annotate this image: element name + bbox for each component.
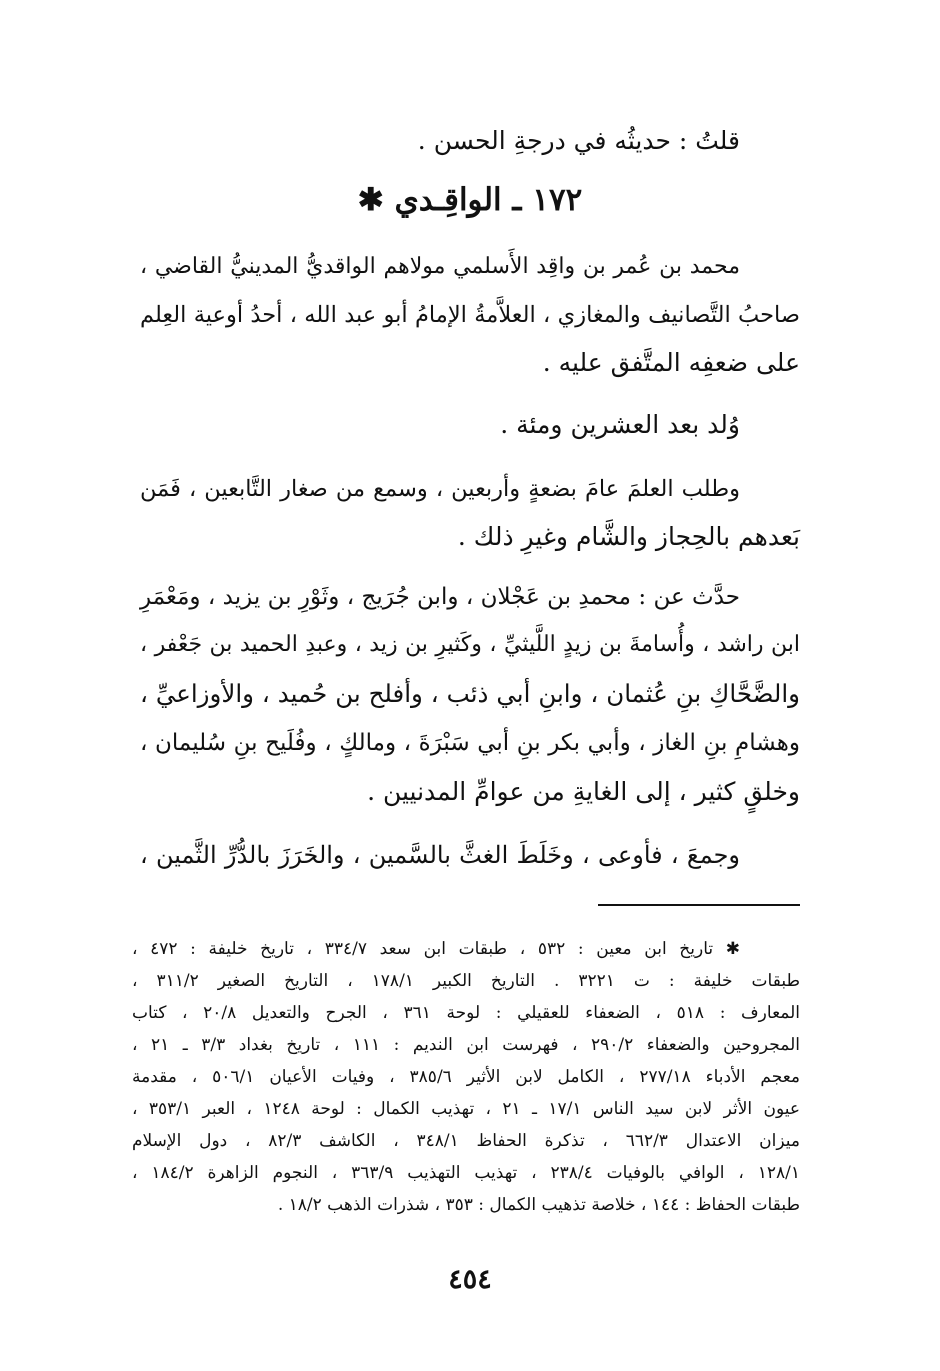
footnote-line: معجم الأدباء ٢٧٧/١٨ ، الكامل لابن الأثير ٣٨٥/٦ ، وفيات الأعيان ٥٠٦/١ ، مقدمة [132,1067,801,1087]
footnote-separator [598,904,800,906]
paragraph-line: وطلب العلمَ عامَ بضعةٍ وأربعين ، وسمع من صغار التَّابعين ، فَمَن [140,476,740,502]
footnote-line: ميزان الاعتدال ٦٦٢/٣ ، تذكرة الحفاظ ٣٤٨/١ ، الكاشف ٨٢/٣ ، دول الإسلام [132,1131,800,1151]
paragraph-line: حدَّث عن : محمدِ بن عَجْلان ، وابن جُرَيج ، وثَوْرِ بن يزيد ، ومَعْمَرِ [140,584,740,610]
paragraph-line: وجمعَ ، فأوعى ، وخَلَطَ الغثَّ بالسَّمين ، والخَرَزَ بالدُّرِّ الثَّمين ، [140,841,740,869]
paragraph-line: وخلقٍ كثير ، إلى الغايةِ من عوامِّ المدنيين . [367,777,800,806]
page-number: ٤٥٤ [448,1264,492,1295]
paragraph-line: صاحبُ التَّصانيف والمغازي ، العلاَّمةُ الإمامُ أبو عبد الله ، أحدُ أوعية العِلم [140,302,800,328]
footnote-line: طبقات الحفاظ : ١٤٤ ، خلاصة تذهيب الكمال : ٣٥٣ ، شذرات الذهب ١٨/٢ . [277,1195,800,1215]
footnote-line: ✱ تاريخ ابن معين : ٥٣٢ ، طبقات ابن سعد ٣٣٤/٧ ، تاريخ خليفة : ٤٧٢ ، [132,939,741,959]
footnote-line: طبقات خليفة : ت ٣٢٢١ . التاريخ الكبير ١٧٨/١ ، التاريخ الصغير ٣١١/٢ ، [132,971,800,991]
footnote-line: ١٢٨/١ ، الوافي بالوفيات ٢٣٨/٤ ، تهذيب التهذيب ٣٦٣/٩ ، النجوم الزاهرة ١٨٤/٢ ، [132,1163,801,1183]
paragraph-line: ابن راشد ، وأُسامةَ بن زيدٍ اللَّيثيِّ ، وكَثيرِ بن زيد ، وعبدِ الحميد بن جَعْفر ، [140,632,800,657]
paragraph-line: وهشامِ بنِ الغاز ، وأبي بكر بنِ أبي سَبْرَةَ ، ومالكٍ ، وفُلَيح بنِ سُليمان ، [140,730,800,756]
entry-heading: ١٧٢ ـ الواقِـدي ✱ [357,182,583,218]
opening-line: قلتُ : حديثُه في درجةِ الحسن . [417,126,740,155]
footnote-line: عيون الأثر لابن سيد الناس ١٧/١ ـ ٢١ ، تهذيب الكمال : لوحة ١٢٤٨ ، العبر ٣٥٣/١ ، [132,1099,801,1119]
paragraph-line: وُلد بعد العشرين ومئة . [500,410,740,439]
paragraph-line: على ضعفِه المتَّفق عليه . [542,348,800,377]
paragraph-line: محمد بن عُمر بن واقِد الأَسلمي مولاهم الواقديُّ المدينيُّ القاضي ، [140,254,740,279]
paragraph-line: بَعدهم بالحِجاز والشَّام وغيرِ ذلك . [457,522,800,551]
footnote-line: المجروحين والضعفاء ٢٩٠/٢ ، فهرست ابن النديم : ١١١ ، تاريخ بغداد ٣/٣ ـ ٢١ ، [132,1035,801,1055]
footnote-line: المعارف : ٥١٨ ، الضعفاء للعقيلي : لوحة ٣٦١ ، الجرح والتعديل ٢٠/٨ ، كتاب [132,1003,800,1023]
paragraph-line: والضَّحَّاكِ بنِ عُثمان ، وابنِ أبي ذئب ، وأفلح بن حُميد ، والأوزاعيِّ ، [140,679,800,708]
